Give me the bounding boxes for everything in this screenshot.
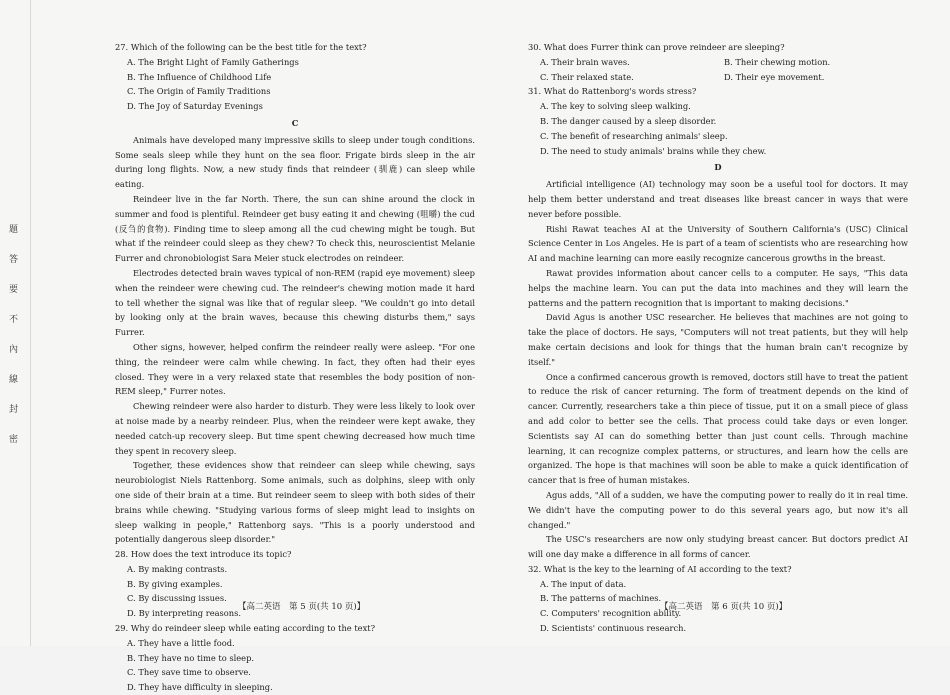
binding-char: 線 <box>9 375 19 385</box>
option: A. The key to solving sleep walking. <box>540 101 691 112</box>
passage-paragraph: Reindeer live in the far North. There, the sun can shine around the clock in summer and food is plentiful. Reindeer get busy eating it and chewing (咀嚼) the cud (反刍的食物). Finding time to sleep among all the cud chewing might be tough. But what if the reindeer could sleep as they chew? To check this, neuroscientist Melanie Furrer and chronobiologist Sara Meier stuck electrodes on reindeer. <box>115 193 475 264</box>
option: D. The need to study animals' brains while they chew. <box>540 145 767 156</box>
passage-paragraph: Other signs, however, helped confirm the reindeer really were asleep. "For one thing, the reindeer were calm while chewing. In fact, they often had their eyes closed. They were in a very relaxed state that resembles the body position of non-REM sleep," Furrer notes. <box>115 341 475 397</box>
binding-char: 要 <box>9 285 19 295</box>
passage-paragraph: Chewing reindeer were also harder to disturb. They were less likely to look over at noise made by a nearby reindeer. Plus, when the reindeer were kept awake, they needed catch-up recovery sleep. But time spent chewing decreased how much time they spent in recovery sleep. <box>115 401 475 456</box>
question-32: 32. What is the key to the learning of AI according to the text? <box>528 563 792 574</box>
left-column <box>115 40 475 695</box>
right-column <box>528 40 908 636</box>
passage-paragraph: Artificial intelligence (AI) technology may soon be a useful tool for doctors. It may help them better understand and treat diseases like breast cancer in ways that were never before possible. <box>528 179 908 219</box>
binding-margin <box>0 0 31 646</box>
passage-paragraph: Animals have developed many impressive skills to sleep under tough conditions. Some seals sleep while they hunt on the sea floor. Frigate birds sleep in the air during long flights. Now, a new study finds that reindeer (驯鹿) can sleep while eating. <box>115 134 475 190</box>
option: A. By making contrasts. <box>127 563 228 574</box>
passage-paragraph: Rawat provides information about cancer cells to a computer. He says, "This data helps the machine learn. You can put the data into machines and they will learn the patterns and the pattern recognition that is important to making decisions." <box>528 267 908 308</box>
page-footer-right: 【高二英语 第 6 页(共 10 页)】 <box>660 602 788 612</box>
passage-paragraph: The USC's researchers are now only studying breast cancer. But doctors predict AI will one day make a difference in all forms of cancer. <box>528 534 908 560</box>
binding-char: 密 <box>9 435 19 445</box>
passage-paragraph: Once a confirmed cancerous growth is removed, doctors still have to treat the patient to reduce the risk of cancer returning. The form of treatment depends on the kind of cancer. Currently, researchers take a thin piece of tissue, put it on a small piece of glass and add color to better see the cells. That process could take days or even longer. Scientists say AI can do something better than just count cells. Through machine learning, it can recognize complex patterns, or structures, and learn how the cells are organized. The hope is that machines will soon be able to make a quick identification of cancer that is free of human mistakes. <box>528 371 909 486</box>
option: A. The input of data. <box>540 578 627 589</box>
option: C. They save time to observe. <box>127 667 251 678</box>
question-30: 30. What does Furrer think can prove reindeer are sleeping? <box>528 42 785 52</box>
section-heading-c: C <box>291 117 299 128</box>
passage-paragraph: Agus adds, "All of a sudden, we have the computing power to really do it in real time. We didn't have the computing power to do this several years ago, but now it's all changed." <box>528 489 908 530</box>
option: B. The Influence of Childhood Life <box>127 71 272 82</box>
option: C. The Origin of Family Traditions <box>127 86 271 97</box>
option: D. The Joy of Saturday Evenings <box>127 101 263 112</box>
section-heading-d: D <box>714 162 722 173</box>
option: C. By discussing issues. <box>127 593 227 604</box>
passage-paragraph: David Agus is another USC researcher. He believes that machines are not going to take the place of doctors. He says, "Computers will not treat patients, but they will help make certain decisions and look for things that the human brain can't recognize by itself." <box>528 312 908 367</box>
options-grid <box>540 55 908 85</box>
option: C. The benefit of researching animals' sleep. <box>540 130 728 141</box>
binding-char: 答 <box>9 255 19 265</box>
question-28: 28. How does the text introduce its topic? <box>115 549 292 560</box>
option: B. By giving examples. <box>127 578 223 589</box>
binding-char: 題 <box>9 225 19 235</box>
option: D. Scientists' continuous research. <box>540 623 687 634</box>
binding-char: 內 <box>9 345 19 355</box>
passage-paragraph: Electrodes detected brain waves typical of non-REM (rapid eye movement) sleep when the reindeer were chewing cud. The reindeer's chewing motion made it hard to tell whether the signal was like that of regular sleep. "We couldn't go into detail by looking only at the brain waves, because this chewing disturbs them," says Furrer. <box>115 267 475 338</box>
option: D. They have difficulty in sleeping. <box>127 682 273 693</box>
option: A. Their brain waves. <box>540 56 630 67</box>
binding-char: 封 <box>9 405 19 415</box>
option: A. They have a little food. <box>127 637 235 648</box>
question-27: 27. Which of the following can be the best title for the text? <box>115 42 367 52</box>
option: C. Computers' recognition ability. <box>540 608 682 619</box>
option: D. By interpreting reasons. <box>127 608 242 619</box>
question-29: 29. Why do reindeer sleep while eating according to the text? <box>115 623 376 634</box>
option: C. Their relaxed state. <box>540 71 634 82</box>
question-31: 31. What do Rattenborg's words stress? <box>528 86 697 97</box>
option: B. The danger caused by a sleep disorder. <box>540 115 717 126</box>
option: B. They have no time to sleep. <box>127 652 255 663</box>
option: B. Their chewing motion. <box>724 56 831 67</box>
option: D. Their eye movement. <box>724 71 825 82</box>
option: A. The Bright Light of Family Gatherings <box>127 56 299 67</box>
passage-paragraph: Together, these evidences show that reindeer can sleep while chewing, says neurobiologist Niels Rattenborg. Some animals, such as dolphins, sleep with only one side of their brain at a time. But reindeer seem to sleep with both sides of their brains while chewing. "Studying various forms of sleep might lead to insights on sleep walking in people," Rattenborg says. "This is a poorly understood and potentially dangerous sleep disorder." <box>115 460 475 545</box>
binding-char: 不 <box>9 315 19 325</box>
option: B. The patterns of machines. <box>540 593 662 604</box>
passage-paragraph: Rishi Rawat teaches AI at the University of Southern California's (USC) Clinical Science Center in Los Angeles. He is part of a team of scientists who are researching how AI and machine learning can more easily recognize cancerous growths in the breast. <box>528 223 908 264</box>
page-footer-left: 【高二英语 第 5 页(共 10 页)】 <box>238 602 366 612</box>
